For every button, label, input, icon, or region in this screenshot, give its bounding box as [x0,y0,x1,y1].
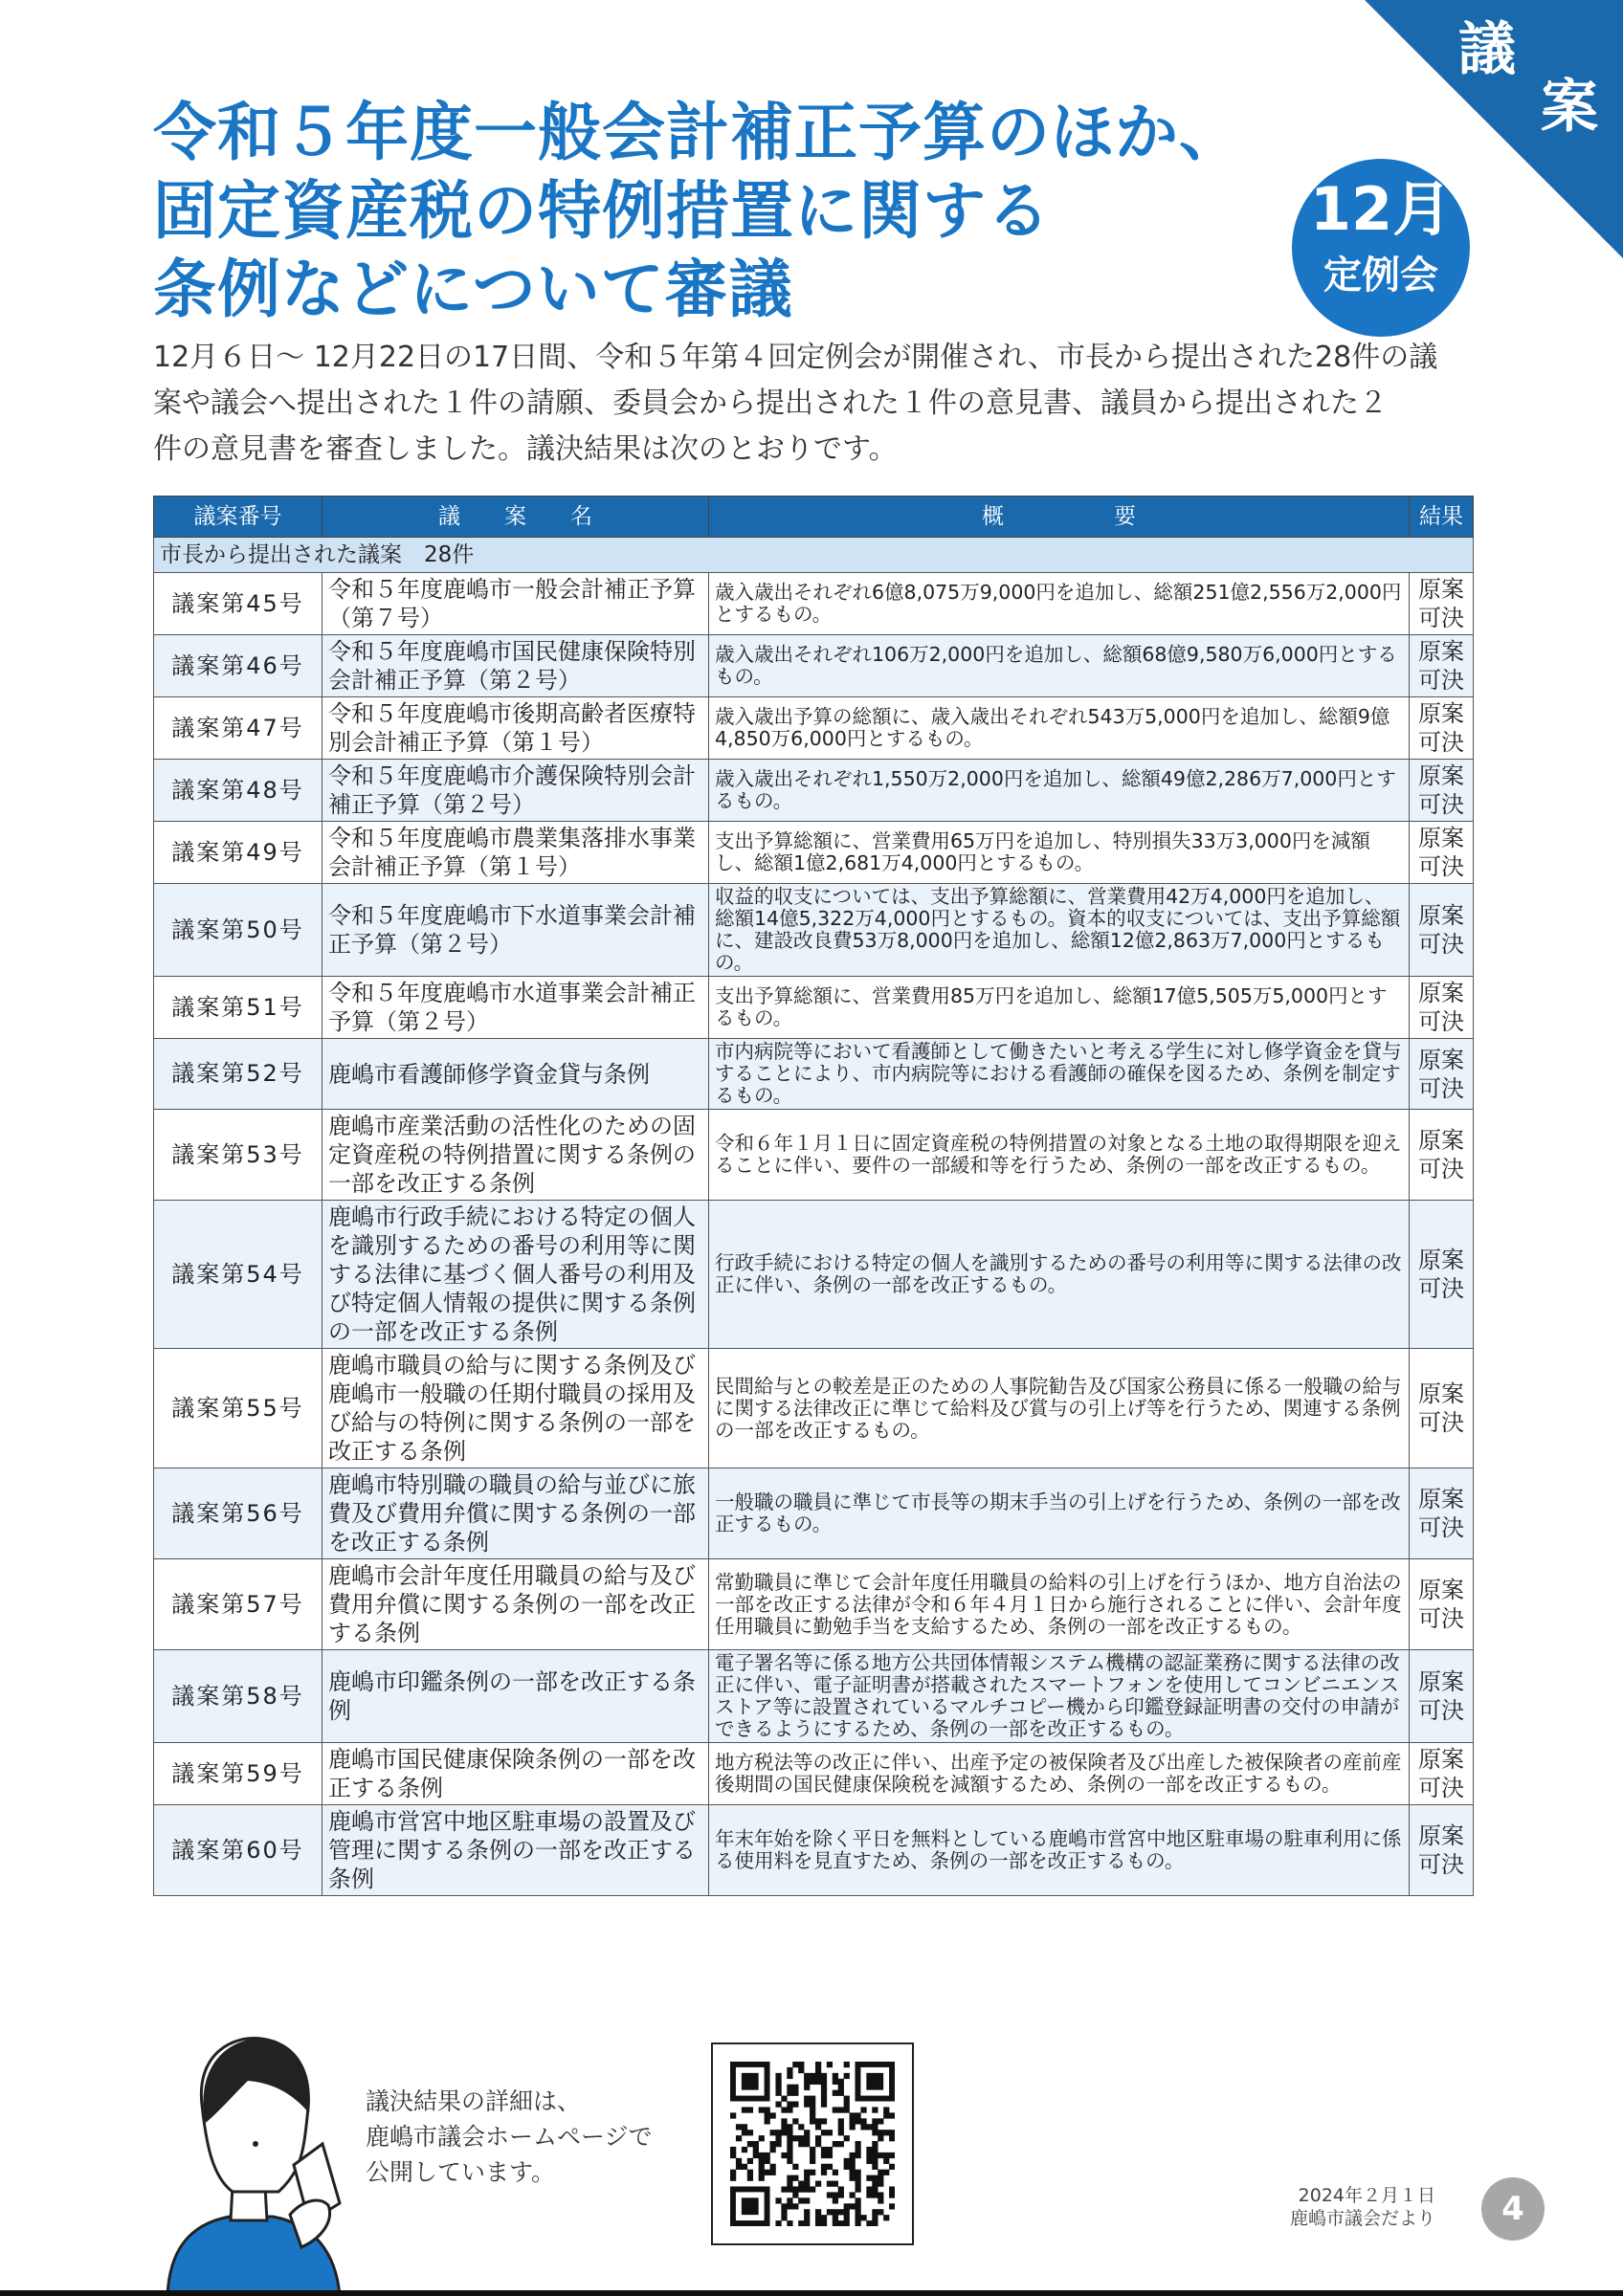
bill-summary: 支出予算総額に、営業費用85万円を追加し、総額17億5,505万5,000円とするもの。 [709,977,1410,1039]
table-row [154,822,1474,884]
header-number: 議案番号 [154,497,322,538]
bill-number: 議案第52号 [154,1039,322,1110]
intro-line-1: 12月６日～ 12月22日の17日間、令和５年第４回定例会が開催され、市長から提出された28件の議 [153,341,1438,374]
bill-summary: 地方税法等の改正に伴い、出産予定の被保険者及び出産した被保険者の産前産後期間の国民健康保険税を減額するため、条例の一部を改正するもの。 [709,1743,1410,1805]
bill-result: 原案可決 [1410,1201,1474,1349]
table-row [154,1201,1474,1349]
bill-number: 議案第58号 [154,1650,322,1743]
bill-name: 令和５年度鹿嶋市下水道事業会計補正予算（第２号） [322,884,709,977]
bill-summary: 歳入歳出それぞれ6億8,075万9,000円を追加し、総額251億2,556万2,000円とするもの。 [709,573,1410,635]
bill-summary: 常勤職員に準じて会計年度任用職員の給料の引上げを行うほか、地方自治法の一部を改正する法律が令和６年４月１日から施行されることに伴い、会計年度任用職員に勤勉手当を支給するため、条例の一部を改正するもの。 [709,1559,1410,1650]
bill-result: 原案可決 [1410,760,1474,822]
header-name: 議 案 名 [322,497,709,538]
group-row [154,538,1474,573]
bill-summary: 歳入歳出それぞれ106万2,000円を追加し、総額68億9,580万6,000円とするもの。 [709,635,1410,697]
bill-result: 原案可決 [1410,697,1474,760]
bill-number: 議案第59号 [154,1743,322,1805]
header-summary: 概 要 [709,497,1410,538]
bill-summary: 行政手続における特定の個人を識別するための番号の利用等に関する法律の改正に伴い、条例の一部を改正するもの。 [709,1201,1410,1349]
bill-summary: 歳入歳出予算の総額に、歳入歳出それぞれ543万5,000円を追加し、総額9億4,850万6,000円とするもの。 [709,697,1410,760]
bill-name: 鹿嶋市行政手続における特定の個人を識別するための番号の利用等に関する法律に基づく個人番号の利用及び特定個人情報の提供に関する条例の一部を改正する条例 [322,1201,709,1349]
table-row [154,635,1474,697]
table-row [154,1650,1474,1743]
table-row [154,884,1474,977]
bill-name: 令和５年度鹿嶋市国民健康保険特別会計補正予算（第２号） [322,635,709,697]
table-row [154,573,1474,635]
bill-number: 議案第53号 [154,1110,322,1201]
bill-summary: 収益的収支については、支出予算総額に、営業費用42万4,000円を追加し、総額14億5,322万4,000円とするもの。資本的収支については、支出予算総額に、建設改良費53万8,000円を追加し、総額12億2,863万7,000円とするもの。 [709,884,1410,977]
footer [1244,2184,1435,2230]
bill-result: 原案可決 [1410,1805,1474,1896]
bill-summary: 年末年始を除く平日を無料としている鹿嶋市営宮中地区駐車場の駐車利用に係る使用料を見直すため、条例の一部を改正するもの。 [709,1805,1410,1896]
qr-code-icon [730,2062,895,2226]
table-row [154,1110,1474,1201]
bill-summary: 令和６年１月１日に固定資産税の特例措置の対象となる土地の取得期限を迎えることに伴い、要件の一部緩和等を行うため、条例の一部を改正するもの。 [709,1110,1410,1201]
footer-publication: 鹿嶋市議会だより [1289,2208,1435,2229]
note-line-1: 議決結果の詳細は、 [366,2087,582,2115]
badge-month: 12月 [1309,174,1453,244]
bill-result: 原案可決 [1410,977,1474,1039]
bill-name: 令和５年度鹿嶋市一般会計補正予算（第７号） [322,573,709,635]
table-row [154,977,1474,1039]
title-line-1: 令和５年度一般会計補正予算のほか、 [153,96,1243,169]
table-row [154,760,1474,822]
bill-summary: 民間給与との較差是正のための人事院勧告及び国家公務員に係る一般職の給与に関する法律改正に準じて給料及び賞与の引上げ等を行うため、関連する条例の一部を改正するもの。 [709,1349,1410,1468]
bill-number: 議案第56号 [154,1468,322,1559]
bill-number: 議案第46号 [154,635,322,697]
bill-number: 議案第48号 [154,760,322,822]
bill-number: 議案第45号 [154,573,322,635]
table-row [154,1559,1474,1650]
bill-number: 議案第54号 [154,1201,322,1349]
bill-name: 令和５年度鹿嶋市介護保険特別会計補正予算（第２号） [322,760,709,822]
table-header-row [154,497,1474,538]
bill-name: 鹿嶋市印鑑条例の一部を改正する条例 [322,1650,709,1743]
header-result: 結果 [1410,497,1474,538]
bill-summary: 市内病院等において看護師として働きたいと考える学生に対し修学資金を貸与することにより、市内病院等における看護師の確保を図るため、条例を制定するもの。 [709,1039,1410,1110]
bill-summary: 一般職の職員に準じて市長等の期末手当の引上げを行うため、条例の一部を改正するもの。 [709,1468,1410,1559]
table-row [154,1468,1474,1559]
bill-name: 令和５年度鹿嶋市後期高齢者医療特別会計補正予算（第１号） [322,697,709,760]
bill-result: 原案可決 [1410,1349,1474,1468]
bill-name: 鹿嶋市営宮中地区駐車場の設置及び管理に関する条例の一部を改正する条例 [322,1805,709,1896]
bill-summary: 支出予算総額に、営業費用65万円を追加し、特別損失33万3,000円を減額し、総額1億2,681万4,000円とするもの。 [709,822,1410,884]
bill-name: 鹿嶋市看護師修学資金貸与条例 [322,1039,709,1110]
bill-summary: 電子署名等に係る地方公共団体情報システム機構の認証業務に関する法律の改正に伴い、電子証明書が搭載されたスマートフォンを使用してコンビニエンスストア等に設置されているマルチコピー機から印鑑登録証明書の交付の申請ができるようにするため、条例の一部を改正するもの。 [709,1650,1410,1743]
bill-result: 原案可決 [1410,1559,1474,1650]
bills-table [153,496,1474,1896]
group-label: 市長から提出された議案 28件 [154,538,1474,573]
page-number: 4 [1481,2177,1545,2241]
bill-name: 鹿嶋市国民健康保険条例の一部を改正する条例 [322,1743,709,1805]
bill-result: 原案可決 [1410,1039,1474,1110]
corner-tag-char-2: 案 [1541,74,1598,141]
intro-line-2: 案や議会へ提出された１件の請願、委員会から提出された１件の意見書、議員から提出された２ [153,386,1388,420]
badge-label: 定例会 [1323,254,1438,298]
bill-summary: 歳入歳出それぞれ1,550万2,000円を追加し、総額49億2,286万7,000円とするもの。 [709,760,1410,822]
bill-name: 令和５年度鹿嶋市農業集落排水事業会計補正予算（第１号） [322,822,709,884]
corner-tag-char-1: 議 [1458,16,1516,83]
bill-result: 原案可決 [1410,1650,1474,1743]
title-line-3: 条例などについて審議 [153,253,793,326]
bill-result: 原案可決 [1410,1743,1474,1805]
bill-number: 議案第57号 [154,1559,322,1650]
intro-paragraph [153,335,1474,473]
person-with-phone-illustration [148,2033,349,2296]
results-note [366,2084,691,2190]
page-title [153,94,1243,329]
bill-result: 原案可決 [1410,822,1474,884]
bill-name: 鹿嶋市特別職の職員の給与並びに旅費及び費用弁償に関する条例の一部を改正する条例 [322,1468,709,1559]
title-line-2: 固定資産税の特例措置に関する [153,174,1051,248]
bill-name: 令和５年度鹿嶋市水道事業会計補正予算（第２号） [322,977,709,1039]
note-line-2: 鹿嶋市議会ホームページで [366,2123,653,2151]
table-row [154,1349,1474,1468]
bill-result: 原案可決 [1410,635,1474,697]
bill-number: 議案第50号 [154,884,322,977]
session-badge [1292,159,1470,337]
bottom-rule [0,2290,1623,2296]
qr-code[interactable] [711,2042,914,2245]
table-row [154,697,1474,760]
bill-result: 原案可決 [1410,573,1474,635]
bill-name: 鹿嶋市産業活動の活性化のための固定資産税の特例措置に関する条例の一部を改正する条例 [322,1110,709,1201]
bill-number: 議案第51号 [154,977,322,1039]
bill-result: 原案可決 [1410,884,1474,977]
note-line-3: 公開しています。 [366,2158,556,2186]
bill-result: 原案可決 [1410,1110,1474,1201]
bill-number: 議案第55号 [154,1349,322,1468]
intro-line-3: 件の意見書を審査しました。議決結果は次のとおりです。 [153,432,898,466]
bill-name: 鹿嶋市会計年度任用職員の給与及び費用弁償に関する条例の一部を改正する条例 [322,1559,709,1650]
footer-date: 2024年２月１日 [1298,2185,1435,2206]
bill-result: 原案可決 [1410,1468,1474,1559]
bill-number: 議案第49号 [154,822,322,884]
bill-name: 鹿嶋市職員の給与に関する条例及び鹿嶋市一般職の任期付職員の採用及び給与の特例に関する条例の一部を改正する条例 [322,1349,709,1468]
table-row [154,1743,1474,1805]
table-row [154,1039,1474,1110]
table-row [154,1805,1474,1896]
bill-number: 議案第47号 [154,697,322,760]
bill-number: 議案第60号 [154,1805,322,1896]
